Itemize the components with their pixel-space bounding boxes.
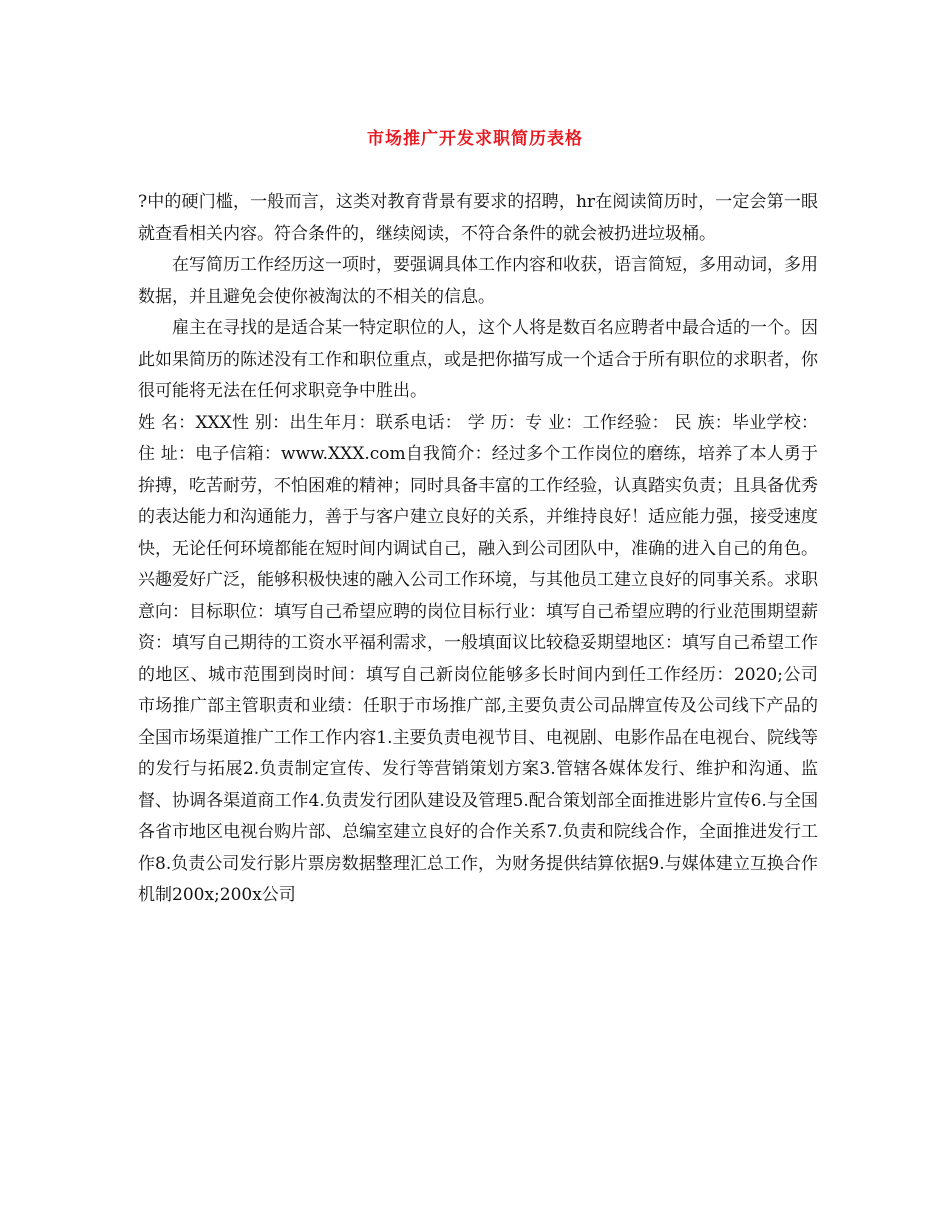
document-body xyxy=(138,187,818,912)
paragraph-employer-focus: 雇主在寻找的是适合某一特定职位的人，这个人将是数百名应聘者中最合适的一个。因此如果简历的陈述没有工作和职位重点，或是把你描写成一个适合于所有职位的求职者，你很可能将无法在任何求职竞争中胜出。 xyxy=(138,318,818,401)
paragraph-education-note: ?中的硬门槛，一般而言，这类对教育背景有要求的招聘，hr在阅读简历时，一定会第一眼就查看相关内容。符合条件的，继续阅读，不符合条件的就会被扔进垃圾桶。 xyxy=(138,192,818,244)
paragraph-work-experience-tips: 在写简历工作经历这一项时，要强调具体工作内容和收获，语言简短，多用动词，多用数据，并且避免会使你被淘汰的不相关的信息。 xyxy=(138,255,818,307)
document-title: 市场推广开发求职简历表格 xyxy=(367,129,583,149)
paragraph-resume-form: 姓 名：XXX性 别：出生年月：联系电话： 学 历：专 业：工作经验： 民 族：毕业学校：住 址：电子信箱：www.XXX.com自我简介：经过多个工作岗位的磨练，培养了本人勇于拚搏，吃苦耐劳，不怕困难的精神；同时具备丰富的工作经验，认真踏实负责；且具备优秀的表达能力和沟通能力，善于与客户建立良好的关系，并维持良好！适应能力强，接受速度快，无论任何环境都能在短时间内调试自己，融入到公司团队中，准确的进入自己的角色。兴趣爱好广泛，能够积极快速的融入公司工作环境，与其他员工建立良好的同事关系。求职意向：目标职位：填写自己希望应聘的岗位目标行业：填写自己希望应聘的行业范围期望薪资：填写自己期待的工资水平福利需求，一般填面议比较稳妥期望地区：填写自己希望工作的地区、城市范围到岗时间：填写自己新岗位能够多长时间内到任工作经历：2020;公司 市场推广部主管职责和业绩：任职于市场推广部,主要负责公司品牌宣传及公司线下产品的全国市场渠道推广工作工作内容1.主要负责电视节目、电视剧、电影作品在电视台、院线等的发行与拓展2.负责制定宣传、发行等营销策划方案3.管辖各媒体发行、维护和沟通、监督、协调各渠道商工作4.负责发行团队建设及管理5.配合策划部全面推进影片宣传6.与全国各省市地区电视台购片部、总编室建立良好的合作关系7.负责和院线合作，全面推进发行工作8.负责公司发行影片票房数据整理汇总工作，为财务提供结算依据9.与媒体建立互换合作机制200x;200x公司 xyxy=(138,412,818,905)
